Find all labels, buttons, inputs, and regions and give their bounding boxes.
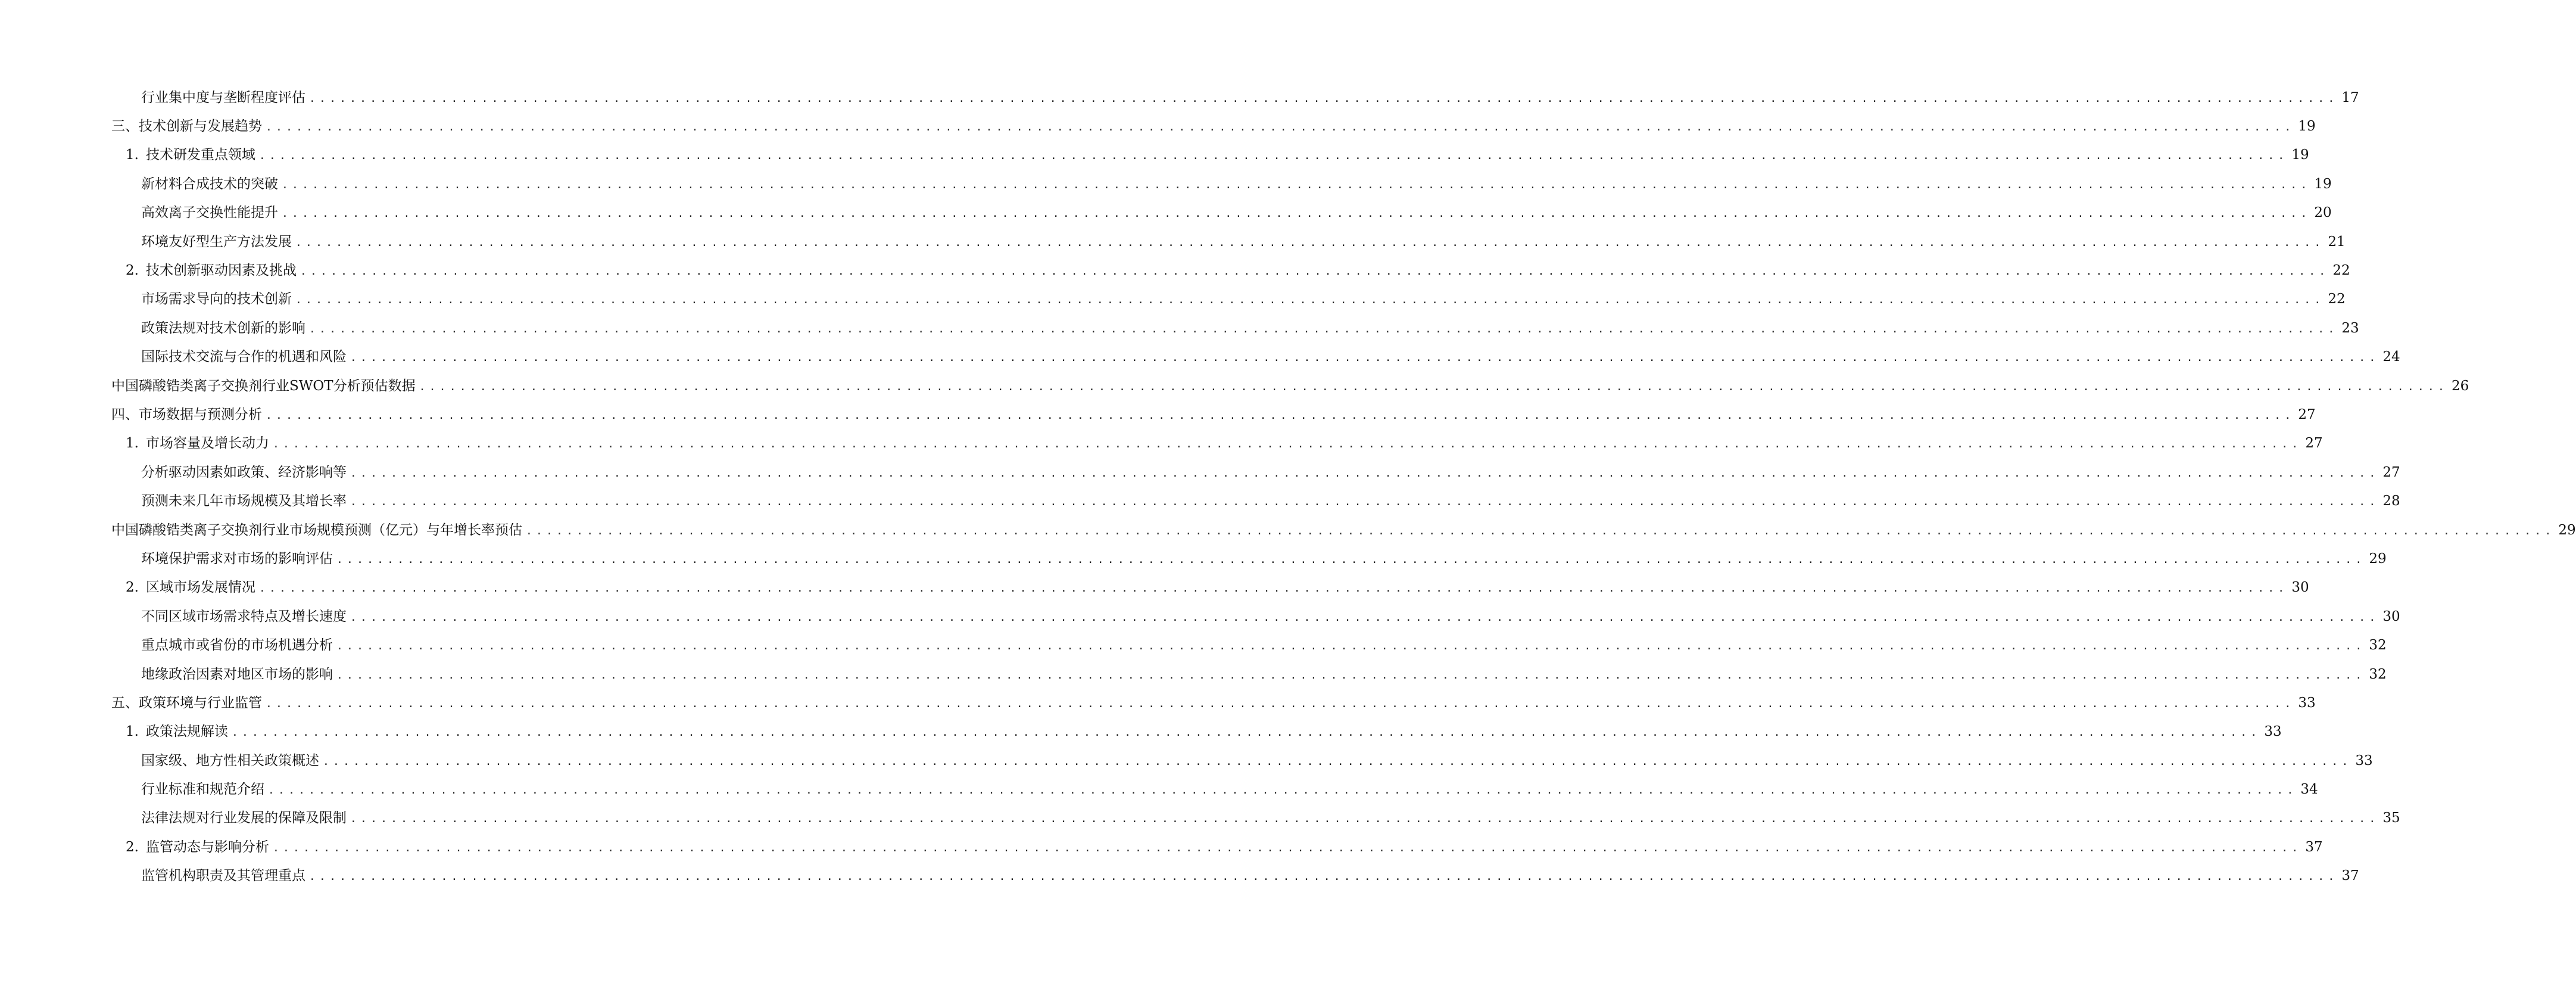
toc-entry-number: 1. (126, 435, 139, 452)
toc-entry-title: 市场需求导向的技术创新 (141, 291, 292, 307)
toc-entry-title: 五、政策环境与行业监管 (111, 695, 262, 711)
toc-dot-leader: ........................................................................................................................................................................................................ (336, 640, 2366, 653)
toc-entry[interactable] (0, 718, 2282, 746)
toc-entry[interactable] (0, 285, 2346, 314)
toc-dot-leader: ........................................................................................................................................................................................................ (231, 726, 2261, 739)
toc-entry-page-number: 32 (2369, 637, 2387, 654)
toc-entry-title: 高效离子交换性能提升 (141, 205, 278, 221)
toc-entry-page-number: 35 (2382, 810, 2400, 826)
toc-dot-leader: ........................................................................................................................................................................................................ (350, 496, 2379, 509)
toc-entry-page-number: 29 (2369, 550, 2387, 567)
toc-entry[interactable] (0, 631, 2387, 660)
toc-entry[interactable] (0, 430, 2323, 458)
toc-entry[interactable] (0, 862, 2359, 891)
toc-entry[interactable] (0, 141, 2309, 170)
toc-dot-leader: ........................................................................................................................................................................................................ (258, 150, 2288, 163)
toc-dot-leader: ........................................................................................................................................................................................................ (309, 322, 2338, 335)
toc-entry-page-number: 19 (2314, 176, 2332, 192)
toc-entry-title: 新材料合成技术的突破 (141, 176, 278, 192)
toc-dot-leader: ........................................................................................................................................................................................................ (272, 841, 2302, 854)
toc-entry[interactable] (0, 746, 2373, 775)
toc-entry[interactable] (0, 400, 2316, 429)
toc-entry-title: 监管动态与影响分析 (145, 839, 269, 855)
toc-entry[interactable] (0, 228, 2346, 256)
toc-entry-title: 国际技术交流与合作的机遇和风险 (141, 349, 347, 365)
toc-entry-title: 三、技术创新与发展趋势 (111, 119, 262, 135)
toc-entry-title: 分析驱动因素如政策、经济影响等 (141, 464, 347, 480)
toc-dot-leader: ........................................................................................................................................................................................................ (526, 524, 2555, 537)
toc-dot-leader: ........................................................................................................................................................................................................ (419, 380, 2448, 393)
toc-entry-page-number: 19 (2298, 119, 2316, 135)
toc-entry[interactable] (0, 804, 2400, 833)
toc-entry-page-number: 27 (2305, 435, 2323, 452)
toc-entry-page-number: 37 (2341, 868, 2359, 884)
toc-entry-page-number: 23 (2341, 320, 2359, 336)
toc-entry-title: 行业集中度与垄断程度评估 (141, 89, 305, 105)
toc-entry-page-number: 28 (2382, 493, 2400, 509)
toc-entry[interactable] (0, 199, 2332, 228)
toc-dot-leader: ........................................................................................................................................................................................................ (272, 438, 2302, 451)
toc-entry-title: 国家级、地方性相关政策概述 (141, 752, 319, 769)
toc-entry-title: 法律法规对行业发展的保障及限制 (141, 810, 347, 826)
toc-entry[interactable] (0, 833, 2323, 861)
toc-entry-page-number: 17 (2341, 89, 2359, 105)
toc-entry[interactable] (0, 314, 2359, 343)
toc-entry[interactable] (0, 487, 2400, 515)
toc-dot-leader: ........................................................................................................................................................................................................ (266, 121, 2295, 134)
toc-entry-page-number: 24 (2382, 349, 2400, 365)
toc-entry-title: 行业标准和规范介绍 (141, 782, 264, 798)
toc-entry-title: 政策法规对技术创新的影响 (141, 320, 305, 336)
toc-entry-title: 预测未来几年市场规模及其增长率 (141, 493, 347, 509)
table-of-contents (0, 83, 2576, 891)
toc-entry-page-number: 30 (2291, 580, 2309, 596)
toc-entry-number: 2. (126, 580, 139, 596)
toc-entry-title: 环境友好型生产方法发展 (141, 234, 292, 250)
toc-dot-leader: ........................................................................................................................................................................................................ (309, 870, 2338, 884)
toc-entry-title: 中国磷酸锆类离子交换剂行业SWOT分析预估数据 (111, 378, 416, 394)
toc-entry-title: 重点城市或省份的市场机遇分析 (141, 637, 333, 654)
toc-entry-title: 区域市场发展情况 (145, 580, 255, 596)
toc-entry-title: 中国磷酸锆类离子交换剂行业市场规模预测（亿元）与年增长率预估 (111, 522, 522, 538)
toc-dot-leader: ........................................................................................................................................................................................................ (323, 755, 2352, 768)
toc-dot-leader: ........................................................................................................................................................................................................ (309, 92, 2338, 105)
toc-entry[interactable] (0, 602, 2400, 631)
toc-entry-title: 技术创新驱动因素及挑战 (145, 263, 297, 279)
toc-entry-page-number: 33 (2355, 752, 2373, 769)
toc-entry[interactable] (0, 574, 2309, 602)
toc-entry[interactable] (0, 545, 2387, 573)
toc-entry[interactable] (0, 458, 2400, 487)
toc-entry[interactable] (0, 689, 2316, 717)
toc-entry-title: 环境保护需求对市场的影响评估 (141, 550, 333, 567)
toc-entry-title: 政策法规解读 (145, 724, 228, 740)
toc-entry-page-number: 20 (2314, 205, 2332, 221)
toc-entry-page-number: 34 (2300, 782, 2318, 798)
toc-entry-page-number: 21 (2328, 234, 2346, 250)
toc-dot-leader: ........................................................................................................................................................................................................ (350, 611, 2379, 624)
toc-dot-leader: ........................................................................................................................................................................................................ (295, 294, 2325, 307)
toc-entry[interactable] (0, 83, 2359, 112)
toc-dot-leader: ........................................................................................................................................................................................................ (268, 784, 2297, 797)
toc-dot-leader: ........................................................................................................................................................................................................ (336, 553, 2366, 566)
toc-entry[interactable] (0, 112, 2316, 141)
toc-entry-number: 2. (126, 263, 139, 279)
toc-dot-leader: ........................................................................................................................................................................................................ (282, 178, 2311, 191)
toc-dot-leader: ........................................................................................................................................................................................................ (336, 668, 2366, 682)
toc-entry-number: 1. (126, 724, 139, 740)
toc-entry-page-number: 26 (2451, 378, 2469, 394)
toc-dot-leader: ........................................................................................................................................................................................................ (300, 265, 2329, 278)
toc-dot-leader: ........................................................................................................................................................................................................ (266, 409, 2295, 422)
toc-entry-page-number: 29 (2558, 522, 2576, 538)
toc-entry-page-number: 33 (2298, 695, 2316, 711)
toc-entry-page-number: 33 (2264, 724, 2282, 740)
toc-entry-title: 不同区域市场需求特点及增长速度 (141, 608, 347, 624)
toc-entry-page-number: 22 (2332, 263, 2350, 279)
toc-entry-title: 四、市场数据与预测分析 (111, 406, 262, 422)
toc-entry-page-number: 37 (2305, 839, 2323, 855)
toc-entry-title: 技术研发重点领域 (145, 147, 255, 163)
toc-entry-page-number: 22 (2328, 291, 2346, 307)
toc-entry-page-number: 27 (2382, 464, 2400, 480)
toc-dot-leader: ........................................................................................................................................................................................................ (258, 582, 2288, 595)
toc-dot-leader: ........................................................................................................................................................................................................ (350, 466, 2379, 480)
toc-dot-leader: ........................................................................................................................................................................................................ (282, 207, 2311, 220)
toc-entry-number: 1. (126, 147, 139, 163)
toc-entry[interactable] (0, 256, 2350, 285)
toc-dot-leader: ........................................................................................................................................................................................................ (295, 236, 2325, 249)
toc-entry[interactable] (0, 660, 2387, 689)
toc-entry-title: 监管机构职责及其管理重点 (141, 868, 305, 884)
toc-entry-page-number: 30 (2382, 608, 2400, 624)
toc-entry[interactable] (0, 170, 2332, 198)
toc-entry[interactable] (0, 372, 2469, 400)
toc-dot-leader: ........................................................................................................................................................................................................ (350, 813, 2379, 826)
toc-dot-leader: ........................................................................................................................................................................................................ (350, 351, 2379, 365)
toc-entry[interactable] (0, 343, 2400, 372)
toc-entry-title: 地缘政治因素对地区市场的影响 (141, 666, 333, 682)
toc-entry-number: 2. (126, 839, 139, 855)
toc-dot-leader: ........................................................................................................................................................................................................ (266, 697, 2295, 710)
toc-entry-page-number: 19 (2291, 147, 2309, 163)
toc-entry-title: 市场容量及增长动力 (145, 435, 269, 452)
toc-entry[interactable] (0, 516, 2576, 545)
toc-entry[interactable] (0, 775, 2318, 804)
toc-entry-page-number: 27 (2298, 406, 2316, 422)
toc-entry-page-number: 32 (2369, 666, 2387, 682)
